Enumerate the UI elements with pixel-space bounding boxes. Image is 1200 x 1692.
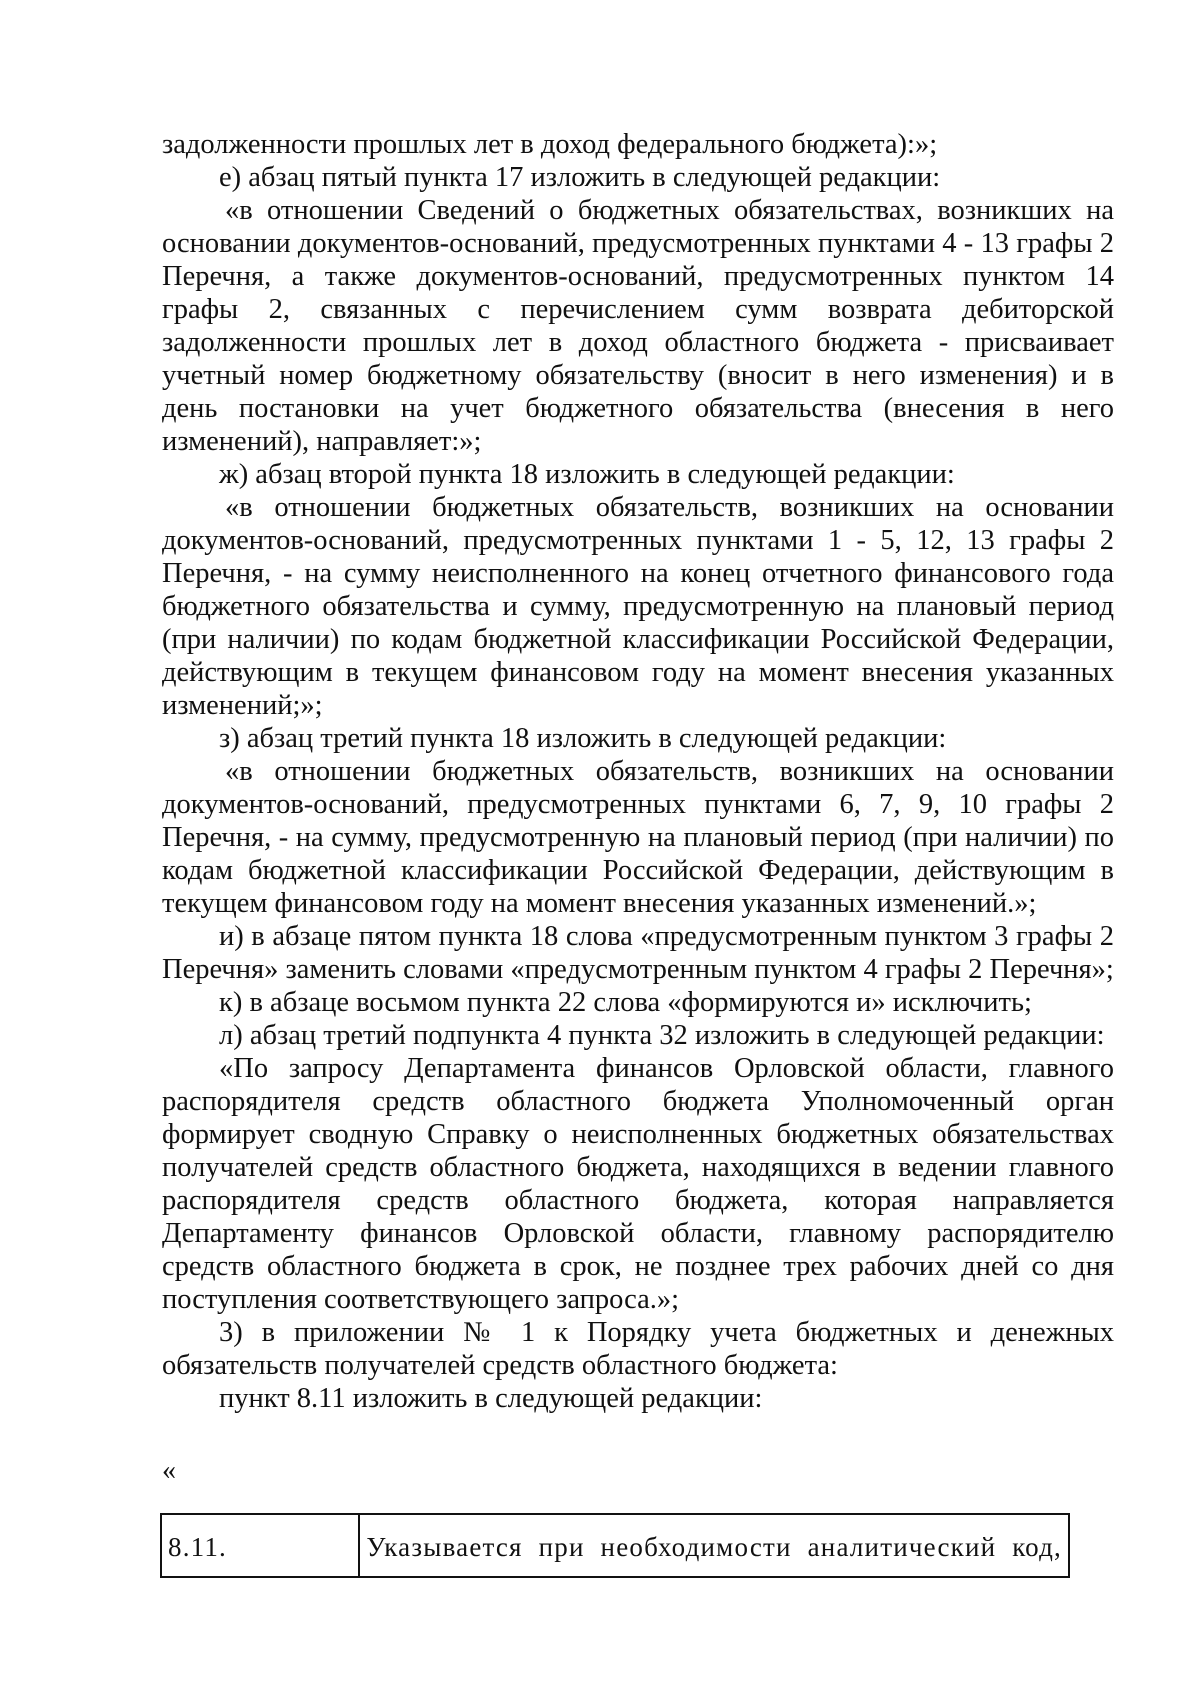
- document-body: [162, 128, 1114, 1415]
- paragraph-8: и) в абзаце пятом пункта 18 слова «предусмотренным пунктом 3 графы 2 Перечня» заменить словами «предусмотренным пунктом 4 графы 2 Перечня»;: [162, 921, 1114, 985]
- paragraph-7: «в отношении бюджетных обязательств, возникших на основании документов-оснований, предусмотренных пунктами 6, 7, 9, 10 графы 2 Перечня, - на сумму, предусмотренную на плановый период (при наличии) по кодам бюджетной классификации Российской Федерации, действующим в текущем финансовом году на момент внесения указанных изменений.»;: [162, 756, 1114, 919]
- paragraph-5: «в отношении бюджетных обязательств, возникших на основании документов-оснований, предусмотренных пунктами 1 - 5, 12, 13 графы 2 Перечня, - на сумму неисполненного на конец отчетного финансового года бюджетного обязательства и сумму, предусмотренную на плановый период (при наличии) по кодам бюджетной классификации Российской Федерации, действующим в текущем финансовом году на момент внесения указанных изменений;»;: [162, 492, 1114, 721]
- paragraph-12: 3) в приложении № 1 к Порядку учета бюджетных и денежных обязательств получателей средств областного бюджета:: [162, 1317, 1114, 1381]
- amendment-table: [160, 1513, 1070, 1578]
- paragraph-6: з) абзац третий пункта 18 изложить в следующей редакции:: [219, 723, 947, 754]
- table-cell-text: Указывается при необходимости аналитический код,: [366, 1532, 1062, 1562]
- opening-quote: «: [162, 1455, 176, 1486]
- paragraph-9: к) в абзаце восьмом пункта 22 слова «формируются и» исключить;: [219, 987, 1032, 1018]
- paragraph-2: е) абзац пятый пункта 17 изложить в следующей редакции:: [219, 162, 941, 193]
- paragraph-13: пункт 8.11 изложить в следующей редакции:: [219, 1383, 763, 1414]
- paragraph-11: «По запросу Департамента финансов Орловской области, главного распорядителя средств областного бюджета Уполномоченный орган формирует сводную Справку о неисполненных бюджетных обязательствах получателей средств областного бюджета, находящихся в ведении главного распорядителя средств областного бюджета, которая направляется Департаменту финансов Орловской области, главному распорядителю средств областного бюджета в срок, не позднее трех рабочих дней со дня поступления соответствующего запроса.»;: [162, 1053, 1114, 1315]
- paragraph-4: ж) абзац второй пункта 18 изложить в следующей редакции:: [219, 459, 955, 490]
- paragraph-1: задолженности прошлых лет в доход федерального бюджета):»;: [162, 129, 938, 160]
- paragraph-10: л) абзац третий подпункта 4 пункта 32 изложить в следующей редакции:: [219, 1020, 1105, 1051]
- paragraph-3: «в отношении Сведений о бюджетных обязательствах, возникших на основании документов-оснований, предусмотренных пунктами 4 - 13 графы 2 Перечня, а также документов-оснований, предусмотренных пунктом 14 графы 2, связанных с перечислением сумм возврата дебиторской задолженности прошлых лет в доход областного бюджета - присваивает учетный номер бюджетному обязательству (вносит в него изменения) и в день постановки на учет бюджетного обязательства (внесения в него изменений), направляет:»;: [162, 195, 1114, 457]
- table-cell-number: 8.11.: [162, 1515, 360, 1576]
